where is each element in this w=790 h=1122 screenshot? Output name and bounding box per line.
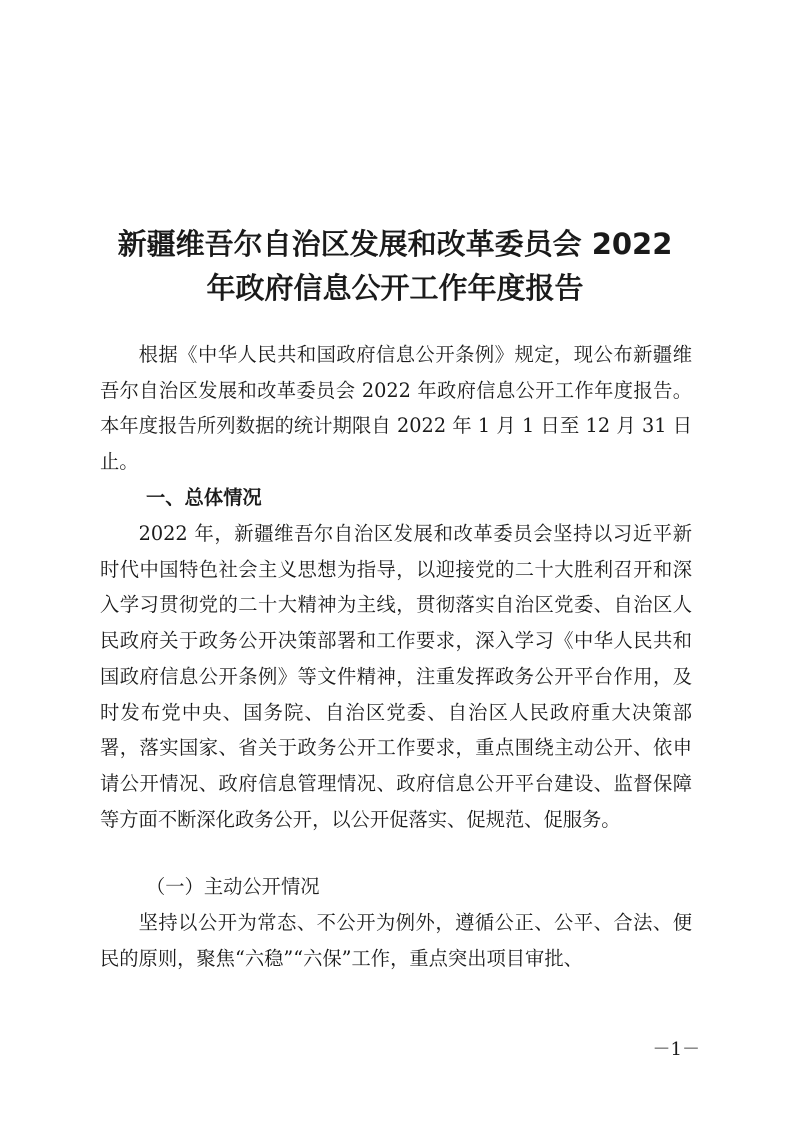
overview-paragraph: 2022 年，新疆维吾尔自治区发展和改革委员会坚持以习近平新时代中国特色社会主义思想为指导，以迎接党的二十大胜利召开和深入学习贯彻党的二十大精神为主线，贯彻落实自治区党委、自治区人民政府关于政务公开决策部署和工作要求，深入学习《中华人民共和国政府信息公开条例》等文件精神，注重发挥政务公开平台作用，及时发布党中央、国务院、自治区党委、自治区人民政府重大决策部署，落实国家、省关于政务公开工作要求，重点围绕主动公开、依申请公开情况、政府信息管理情况、政府信息公开平台建设、监督保障等方面不断深化政务公开，以公开促落实、促规范、促服务。 (100, 522, 692, 831)
subsection-heading-active-disclosure: （一）主动公开情况 (146, 875, 320, 898)
active-disclosure-paragraph: 坚持以公开为常态、不公开为例外，遵循公正、公平、合法、便民的原则，聚焦“六稳”“六保”工作，重点突出项目审批、 (100, 911, 692, 970)
document-title-line-2: 年政府信息公开工作年度报告 (206, 271, 584, 305)
section-heading-overview: 一、总体情况 (146, 486, 262, 509)
intro-paragraph: 根据《中华人民共和国政府信息公开条例》规定，现公布新疆维吾尔自治区发展和改革委员会 2022 年政府信息公开工作年度报告。本年度报告所列数据的统计期限自 2022 年 1 月 1 日至 12 月 31 日止。 (100, 343, 692, 474)
document-title-line-1: 新疆维吾尔自治区发展和改革委员会 2022 (117, 227, 673, 261)
page-number: －1－ (652, 1039, 700, 1060)
